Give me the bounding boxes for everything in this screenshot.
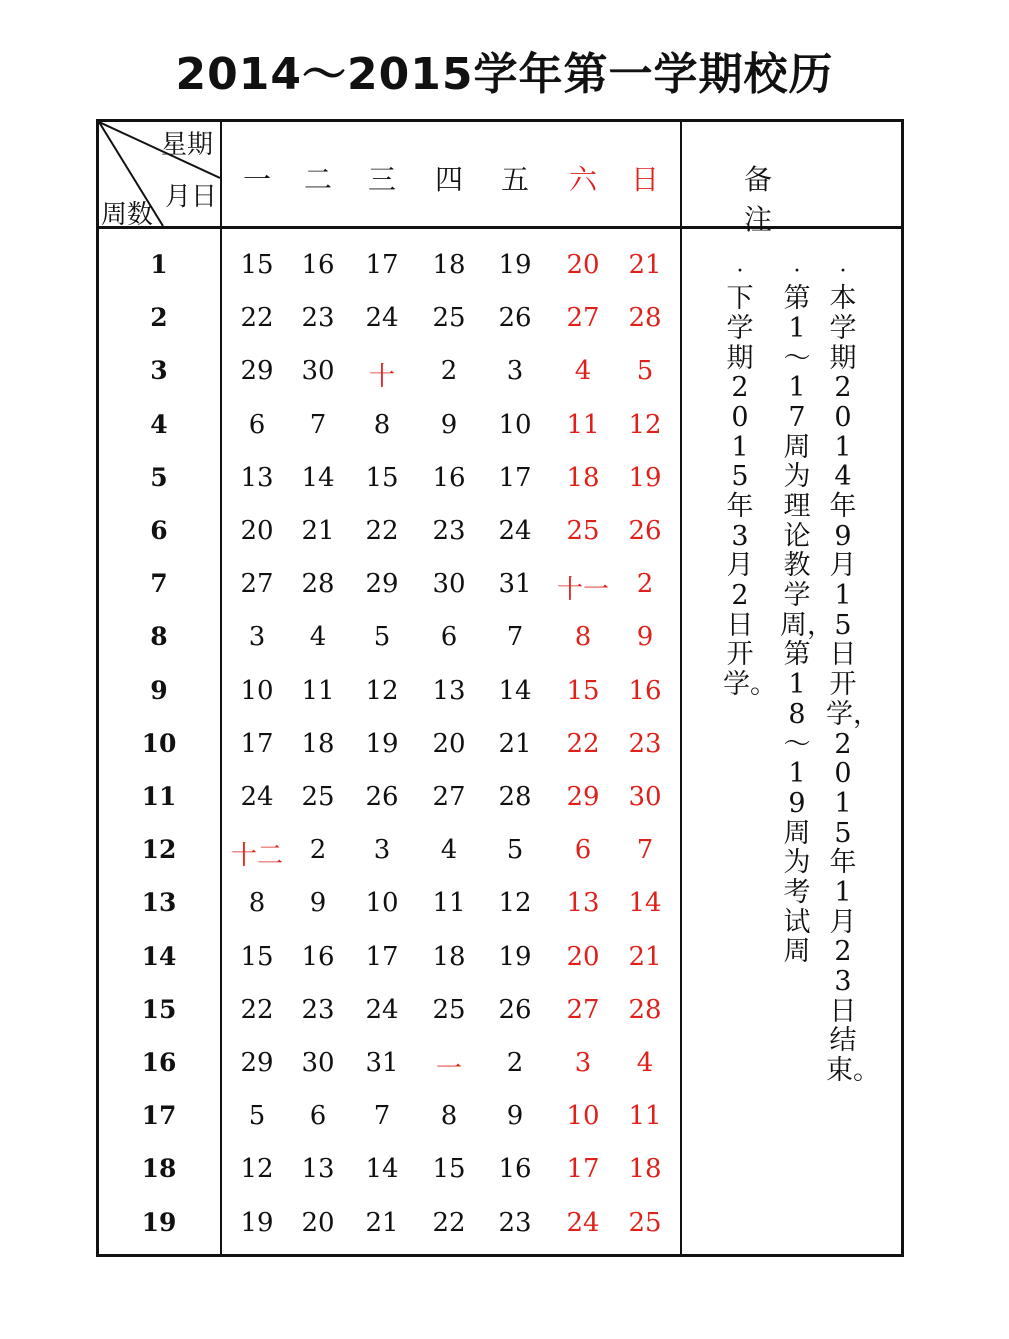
date-cell: 20 (566, 250, 600, 280)
date-cell: 16 (432, 462, 466, 493)
weekday-4: 四 (434, 163, 464, 196)
date-cell: 14 (365, 1154, 399, 1185)
date-cell: 30 (301, 356, 335, 387)
date-cell: 14 (498, 675, 532, 706)
date-cell: 8 (373, 409, 391, 440)
date-cell: 27 (432, 782, 466, 812)
date-cell: 3 (373, 835, 391, 866)
date-cell: 24 (365, 994, 399, 1025)
date-cell: 27 (566, 303, 600, 334)
date-cell: 16 (301, 250, 335, 280)
month-marker: 一 (435, 1054, 463, 1084)
week-number: 8 (150, 622, 168, 652)
date-cell: 14 (301, 462, 335, 493)
week-number: 18 (141, 1154, 177, 1184)
week-number: 16 (141, 1048, 177, 1077)
date-cell: 18 (566, 462, 600, 493)
date-cell: 21 (301, 516, 335, 546)
month-marker: 十一 (556, 575, 610, 606)
date-cell: 24 (566, 1207, 600, 1238)
weekday-label: 星期 (161, 130, 214, 160)
date-cell: 6 (248, 409, 266, 440)
date-cell: 26 (498, 303, 532, 334)
date-cell: 20 (432, 728, 466, 759)
month-marker: 十二 (230, 841, 284, 872)
divider-weeknum (220, 122, 222, 1254)
week-number: 5 (150, 462, 168, 492)
week-number: 11 (141, 782, 177, 811)
date-cell: 18 (301, 728, 335, 759)
week-number: 12 (141, 835, 177, 865)
date-cell: 3 (506, 356, 524, 387)
date-cell: 24 (240, 782, 274, 812)
remark-3: · 下学期2015年3月2日开学。 (723, 259, 777, 701)
date-cell: 19 (628, 462, 662, 493)
remark-2-text: 第1～17周为理论教学周，第18～19周为考试周 (780, 283, 834, 968)
week-label: 周数 (101, 200, 154, 230)
date-cell: 2 (309, 835, 327, 866)
date-cell: 3 (248, 622, 266, 653)
date-cell: 18 (628, 1154, 662, 1185)
week-number: 10 (141, 728, 177, 758)
weekday-3: 三 (367, 163, 397, 196)
date-cell: 10 (566, 1101, 600, 1132)
date-cell: 12 (498, 888, 532, 919)
date-cell: 8 (248, 888, 266, 919)
week-number: 6 (150, 516, 168, 545)
date-cell: 23 (628, 728, 662, 759)
date-cell: 28 (498, 782, 532, 812)
remark-1-text: 本学期2014年9月15日开学，2015年1月23日结束。 (826, 283, 880, 1087)
date-cell: 13 (240, 462, 274, 493)
date-cell: 30 (628, 782, 662, 812)
date-cell: 10 (365, 888, 399, 919)
date-cell: 8 (574, 622, 592, 653)
date-cell: 26 (628, 516, 662, 546)
monthday-label: 月日 (165, 182, 218, 212)
date-cell: 31 (365, 1048, 399, 1078)
date-cell: 17 (365, 250, 399, 280)
week-number: 3 (150, 356, 168, 386)
date-cell: 21 (498, 728, 532, 759)
date-cell: 13 (432, 675, 466, 706)
date-cell: 11 (566, 409, 600, 440)
date-cell: 7 (373, 1101, 391, 1132)
date-cell: 9 (506, 1101, 524, 1132)
date-cell: 19 (240, 1207, 274, 1238)
date-cell: 5 (248, 1101, 266, 1132)
date-cell: 29 (566, 782, 600, 812)
week-number: 9 (150, 675, 168, 705)
week-number: 4 (150, 409, 168, 439)
date-cell: 15 (566, 675, 600, 706)
date-cell: 7 (636, 835, 654, 866)
date-cell: 23 (498, 1207, 532, 1238)
date-cell: 10 (498, 409, 532, 440)
date-cell: 15 (240, 941, 274, 972)
date-cell: 28 (628, 303, 662, 334)
date-cell: 30 (432, 569, 466, 600)
date-cell: 18 (432, 250, 466, 280)
page-title: 2014～2015学年第一学期校历 (175, 49, 834, 100)
date-cell: 25 (628, 1207, 662, 1238)
date-cell: 20 (240, 516, 274, 546)
date-cell: 31 (498, 569, 532, 600)
week-number: 1 (150, 250, 168, 279)
remark-1: · 本学期2014年9月15日开学，2015年1月23日结束。 (826, 259, 880, 1087)
remarks-header: 备 注 (744, 163, 881, 236)
date-cell: 3 (574, 1048, 592, 1078)
date-cell: 15 (365, 462, 399, 493)
date-cell: 25 (432, 303, 466, 334)
date-cell: 2 (506, 1048, 524, 1078)
date-cell: 18 (432, 941, 466, 972)
date-cell: 22 (566, 728, 600, 759)
date-cell: 19 (498, 941, 532, 972)
date-cell: 29 (365, 569, 399, 600)
weekday-6: 六 (568, 163, 598, 196)
date-cell: 26 (365, 782, 399, 812)
date-cell: 9 (440, 409, 458, 440)
date-cell: 25 (301, 782, 335, 812)
week-number: 15 (141, 994, 177, 1024)
date-cell: 11 (628, 1101, 662, 1132)
date-cell: 27 (240, 569, 274, 600)
date-cell: 12 (240, 1154, 274, 1185)
weekday-7: 日 (630, 163, 660, 196)
week-number: 19 (141, 1207, 177, 1237)
date-cell: 13 (566, 888, 600, 919)
date-cell: 2 (440, 356, 458, 387)
date-cell: 7 (506, 622, 524, 653)
weekday-2: 二 (303, 163, 333, 196)
date-cell: 29 (240, 1048, 274, 1078)
date-cell: 5 (506, 835, 524, 866)
date-cell: 22 (240, 994, 274, 1025)
date-cell: 7 (309, 409, 327, 440)
date-cell: 28 (628, 994, 662, 1025)
date-cell: 16 (628, 675, 662, 706)
date-cell: 16 (301, 941, 335, 972)
weekday-1: 一 (242, 163, 272, 196)
date-cell: 24 (498, 516, 532, 546)
date-cell: 6 (574, 835, 592, 866)
date-cell: 25 (566, 516, 600, 546)
date-cell: 17 (365, 941, 399, 972)
week-number: 13 (141, 888, 177, 918)
date-cell: 4 (636, 1048, 654, 1078)
date-cell: 17 (566, 1154, 600, 1185)
date-cell: 4 (574, 356, 592, 387)
date-cell: 20 (566, 941, 600, 972)
date-cell: 26 (498, 994, 532, 1025)
week-number: 2 (150, 303, 168, 333)
date-cell: 23 (432, 516, 466, 546)
date-cell: 4 (440, 835, 458, 866)
date-cell: 17 (498, 462, 532, 493)
date-cell: 12 (628, 409, 662, 440)
month-marker: 十 (368, 362, 396, 393)
date-cell: 23 (301, 994, 335, 1025)
date-cell: 12 (365, 675, 399, 706)
date-cell: 5 (373, 622, 391, 653)
date-cell: 29 (240, 356, 274, 387)
remark-2: · 第1～17周为理论教学周，第18～19周为考试周 (780, 259, 834, 968)
week-number: 17 (141, 1101, 177, 1131)
date-cell: 9 (636, 622, 654, 653)
week-number: 7 (150, 569, 168, 599)
date-cell: 30 (301, 1048, 335, 1078)
date-cell: 22 (240, 303, 274, 334)
date-cell: 20 (301, 1207, 335, 1238)
date-cell: 6 (440, 622, 458, 653)
date-cell: 22 (432, 1207, 466, 1238)
date-cell: 16 (498, 1154, 532, 1185)
weekday-5: 五 (500, 163, 530, 196)
date-cell: 23 (301, 303, 335, 334)
date-cell: 8 (440, 1101, 458, 1132)
date-cell: 25 (432, 994, 466, 1025)
date-cell: 4 (309, 622, 327, 653)
date-cell: 27 (566, 994, 600, 1025)
date-cell: 10 (240, 675, 274, 706)
date-cell: 15 (432, 1154, 466, 1185)
date-cell: 21 (628, 250, 662, 280)
date-cell: 19 (365, 728, 399, 759)
date-cell: 5 (636, 356, 654, 387)
date-cell: 21 (628, 941, 662, 972)
date-cell: 14 (628, 888, 662, 919)
date-cell: 2 (636, 569, 654, 600)
date-cell: 21 (365, 1207, 399, 1238)
date-cell: 11 (301, 675, 335, 706)
date-cell: 15 (240, 250, 274, 280)
remark-3-text: 下学期2015年3月2日开学。 (723, 283, 777, 701)
date-cell: 24 (365, 303, 399, 334)
date-cell: 6 (309, 1101, 327, 1132)
divider-remarks (680, 122, 682, 1254)
calendar-table (96, 119, 904, 1257)
date-cell: 13 (301, 1154, 335, 1185)
date-cell: 22 (365, 516, 399, 546)
week-number: 14 (141, 941, 177, 971)
date-cell: 19 (498, 250, 532, 280)
date-cell: 17 (240, 728, 274, 759)
date-cell: 9 (309, 888, 327, 919)
date-cell: 28 (301, 569, 335, 600)
date-cell: 11 (432, 888, 466, 919)
